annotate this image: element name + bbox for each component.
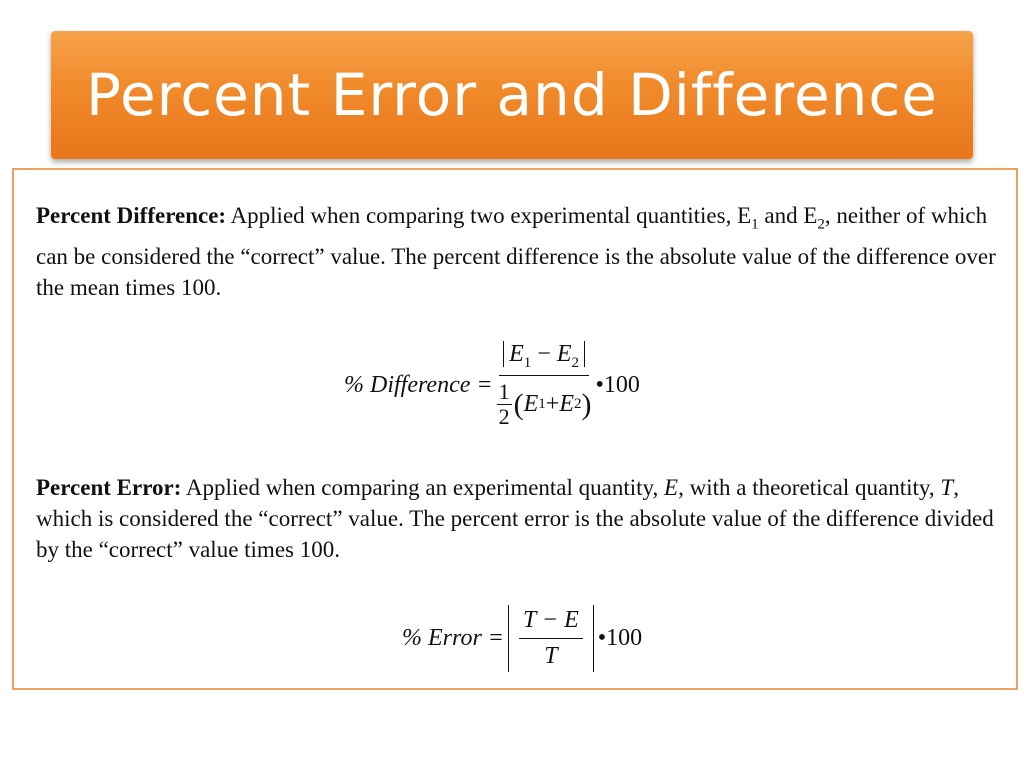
var-e: E [664, 475, 679, 500]
var-e2: E [556, 340, 572, 367]
slide-title: Percent Error and Difference [86, 61, 938, 129]
err-den-text: T [544, 642, 558, 669]
formula-err-times: •100 [597, 624, 643, 651]
title-banner [51, 31, 973, 159]
percent-difference-text-2: and E [758, 203, 818, 228]
percent-difference-formula [344, 330, 640, 440]
den-var-e1: E [523, 391, 539, 418]
paren-close: ) [581, 387, 592, 421]
formula-err-numerator [519, 607, 583, 639]
percent-error-paragraph [36, 472, 1002, 565]
percent-difference-text-3: , neither of which can be considered the “correct” value. The percent difference is the absolute value of the difference over the mean times 100. [36, 203, 996, 300]
formula-diff-lhs: % Difference = [344, 371, 493, 398]
percent-error-heading: Percent Error: [36, 475, 182, 500]
formula-diff-times: •100 [595, 371, 640, 398]
paren-open: ( [513, 387, 524, 421]
formula-err-fraction [519, 607, 583, 670]
err-num-text: T − E [522, 606, 579, 633]
formula-diff-denominator [497, 376, 592, 429]
percent-error-text-3: , which is considered the “correct” value. The percent error is the absolute value of the difference divided by the “correct” value times 100. [36, 475, 994, 562]
sub-1: 1 [523, 354, 532, 371]
plus: + [545, 391, 560, 418]
half-fraction [497, 380, 512, 429]
half-den: 2 [498, 404, 510, 430]
formula-err-denominator [544, 639, 557, 670]
var-e1: E [509, 340, 524, 367]
minus: − [531, 340, 557, 367]
formula-err-lhs: % Error = [402, 624, 504, 651]
half-num: 1 [498, 379, 510, 405]
content-box [12, 168, 1018, 690]
percent-error-text-2: , with a theoretical quantity, [678, 475, 941, 500]
sub-2: 2 [571, 354, 579, 371]
percent-difference-heading: Percent Difference: [36, 203, 227, 228]
formula-diff-fraction [497, 341, 592, 430]
percent-difference-paragraph [36, 200, 1002, 303]
percent-error-formula [402, 598, 642, 678]
subscript-1: 1 [751, 216, 759, 233]
percent-error-text-1: Applied when comparing an experimental quantity, [181, 475, 665, 500]
formula-diff-numerator [499, 341, 589, 377]
percent-difference-text-1: Applied when comparing two experimental quantities, E [226, 203, 752, 228]
formula-err-abs [508, 605, 594, 672]
subscript-2: 2 [817, 216, 825, 233]
var-t: T [940, 475, 954, 500]
den-sub-1: 1 [538, 396, 546, 413]
formula-diff-abs [503, 340, 585, 371]
den-var-e2: E [559, 391, 574, 418]
den-sub-2: 2 [573, 396, 582, 413]
